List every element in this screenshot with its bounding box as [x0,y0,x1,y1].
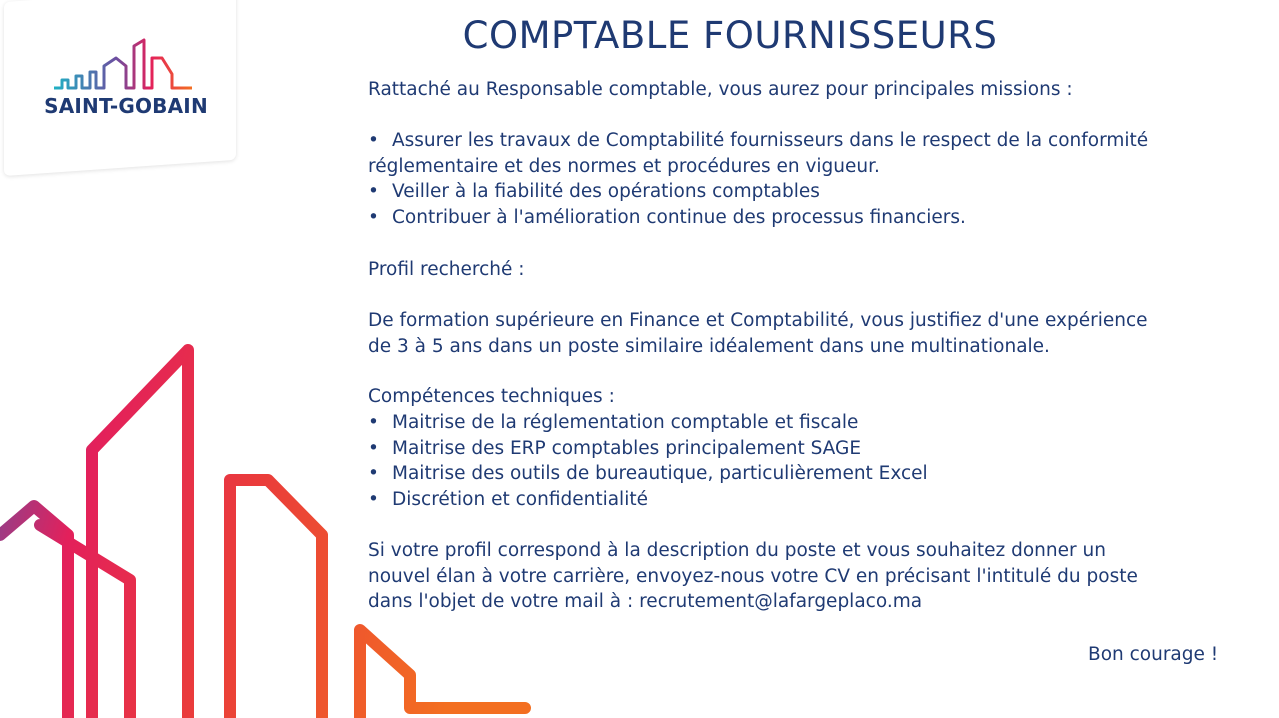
profile-line: de 3 à 5 ans dans un poste similaire idéalement dans une multinationale. [368,335,1050,357]
skill-text: Maitrise des outils de bureautique, particulièrement Excel [392,463,928,484]
closing-text: Bon courage ! [1088,644,1219,665]
list-item [368,410,928,436]
cta-line [368,589,1138,615]
mission-text: réglementaire et des normes et procédures en vigueur. [368,155,880,177]
list-item-continuation [368,154,1148,180]
skills-heading: Compétences techniques : [368,386,615,407]
list-item [368,128,1148,154]
skill-text: Maitrise de la réglementation comptable et fiscale [392,412,859,433]
cta-line: nouvel élan à votre carrière, envoyez-nous votre CV en précisant l'intitulé du poste [368,565,1138,587]
logo-skyline-icon [52,36,197,96]
mission-text: Contribuer à l'amélioration continue des processus financiers. [392,206,966,228]
list-item [368,436,928,462]
skill-text: Maitrise des ERP comptables principalement SAGE [392,437,862,459]
page-title: COMPTABLE FOURNISSEURS [462,14,998,57]
list-item [368,205,1148,231]
list-item [368,179,1148,205]
list-item [368,487,928,513]
mission-text: Assurer les travaux de Comptabilité fournisseurs dans le respect de la conformité [392,130,1149,151]
logo [4,2,236,176]
mission-text: Veiller à la fiabilité des opérations comptables [392,181,820,202]
cta-text [368,538,1138,615]
cta-line: Si votre profil correspond à la description du poste et vous souhaitez donner un [368,540,1106,561]
email-link[interactable]: recrutement@lafargeplaco.ma [639,591,923,612]
logo-wordmark: SAINT-GOBAIN [44,94,208,118]
profile-line: De formation supérieure en Finance et Comptabilité, vous justifiez d'une expérience [368,310,1148,331]
skill-text: Discrétion et confidentialité [392,488,648,510]
skills-list [368,410,928,512]
profile-description [368,308,1148,359]
missions-list [368,128,1148,230]
cta-prefix: dans l'objet de votre mail à : [368,591,640,612]
intro-text: Rattaché au Responsable comptable, vous aurez pour principales missions : [368,79,1073,100]
profile-heading: Profil recherché : [368,259,525,280]
list-item [368,461,928,487]
